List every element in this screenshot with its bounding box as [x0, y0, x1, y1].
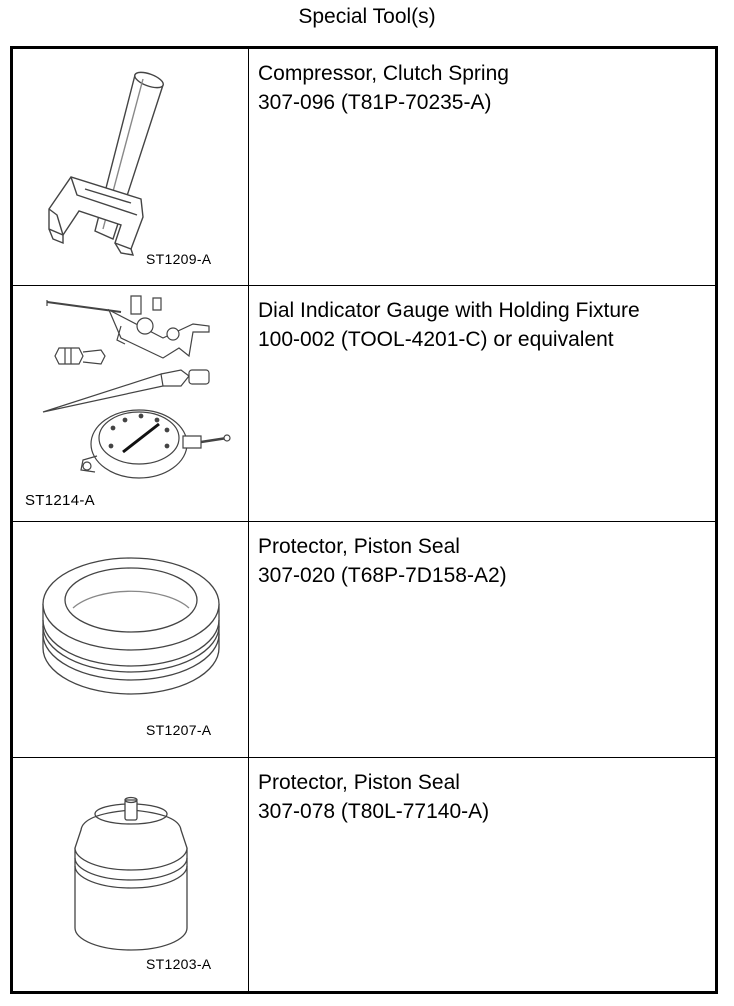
- tool-code: ST1207-A: [146, 722, 212, 738]
- tool-description: [258, 768, 711, 826]
- tool-number: 307-020 (T68P-7D158-A2): [258, 564, 507, 587]
- tool-number: 307-078 (T80L-77140-A): [258, 800, 490, 823]
- tool-row: [13, 521, 715, 757]
- tool-name: Compressor, Clutch Spring: [258, 62, 509, 85]
- tool-image-cell: [13, 49, 249, 285]
- piston-seal-protector-cup-icon: [13, 758, 249, 992]
- tool-code: ST1214-A: [25, 492, 95, 509]
- page-title: Special Tool(s): [298, 5, 436, 28]
- tool-row: [13, 285, 715, 521]
- tool-number: 307-096 (T81P-70235-A): [258, 91, 492, 114]
- tool-number: 100-002 (TOOL-4201-C) or equivalent: [258, 328, 614, 351]
- tool-code: ST1203-A: [146, 956, 212, 972]
- tool-code: ST1209-A: [146, 251, 212, 267]
- dial-indicator-gauge-icon: [13, 286, 249, 522]
- tool-name: Dial Indicator Gauge with Holding Fixture: [258, 299, 640, 322]
- tool-image-cell: [13, 286, 249, 521]
- tool-image-cell: [13, 758, 249, 991]
- piston-seal-protector-ring-icon: [13, 522, 249, 758]
- tool-name: Protector, Piston Seal: [258, 771, 460, 794]
- tool-description: [258, 296, 711, 354]
- tool-row: [13, 757, 715, 991]
- tool-name: Protector, Piston Seal: [258, 535, 460, 558]
- tool-description: [258, 532, 711, 590]
- tool-image-cell: [13, 522, 249, 757]
- special-tools-table: [10, 46, 718, 994]
- tool-row: [13, 49, 715, 285]
- tool-description: [258, 59, 711, 117]
- clutch-spring-compressor-icon: [13, 49, 249, 285]
